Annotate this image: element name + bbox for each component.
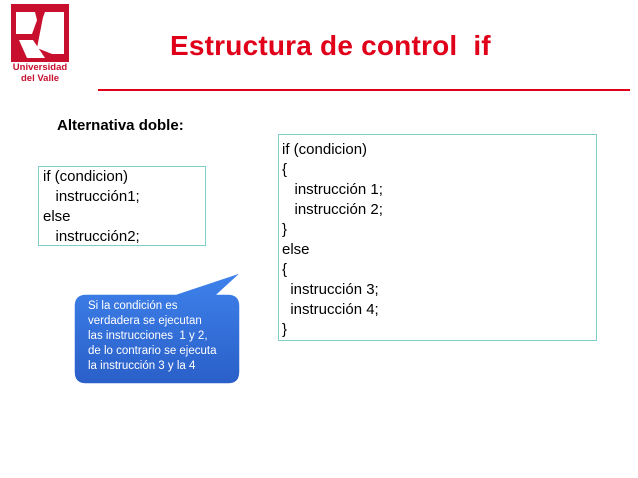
code-line: {: [282, 261, 288, 278]
university-name: [4, 62, 76, 84]
code-line: }: [282, 321, 288, 338]
callout-line: verdadera se ejecutan: [88, 315, 202, 327]
university-name-line2: del Valle: [20, 73, 60, 84]
callout-line: las instrucciones 1 y 2,: [88, 330, 208, 342]
code-line: instrucción 4;: [282, 301, 379, 318]
code-line: }: [282, 221, 288, 238]
code-line: instrucción1;: [43, 188, 140, 205]
callout-line: la instrucción 3 y la 4: [88, 360, 196, 372]
slide-title: Estructura de control if: [170, 30, 491, 61]
code-block-compact: [38, 166, 206, 246]
code-line: if (condicion): [282, 141, 368, 158]
callout-line: de lo contrario se ejecuta: [88, 345, 217, 357]
slide-subtitle: Alternativa doble:: [57, 117, 184, 134]
university-name-line1: Universidad: [12, 62, 68, 73]
code-line: instrucción2;: [43, 228, 140, 245]
title-divider: [98, 89, 630, 91]
callout-text: [88, 299, 238, 374]
code-line: else: [282, 241, 310, 258]
code-line: instrucción 1;: [282, 181, 383, 198]
code-line: else: [43, 208, 71, 225]
university-logo: [4, 4, 76, 90]
code-line: instrucción 3;: [282, 281, 379, 298]
callout-line: Si la condición es: [88, 300, 178, 312]
code-line: {: [282, 161, 288, 178]
code-line: if (condicion): [43, 168, 129, 185]
code-line: instrucción 2;: [282, 201, 383, 218]
university-logo-mark-icon: [11, 4, 69, 62]
code-block-braces: [278, 134, 597, 341]
